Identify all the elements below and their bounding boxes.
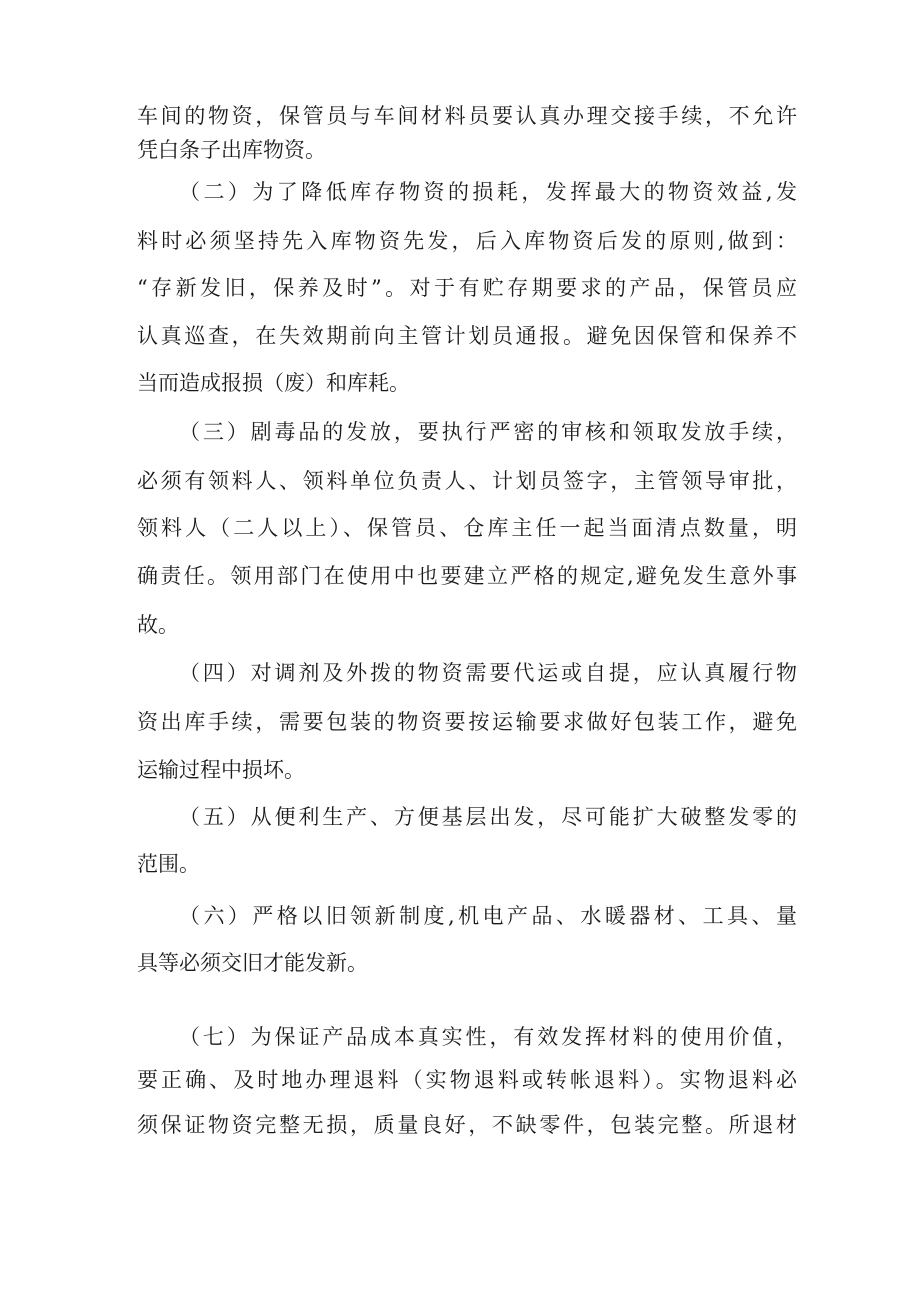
text-line: 须保证物资完整无损，质量良好，不缺零件，包装完整。所退材 (137, 1113, 797, 1137)
text-line: 具等必须交旧才能发新。 (137, 951, 368, 975)
text-line: 当而造成报损（废）和库耗。 (137, 371, 410, 395)
text-line: 料时必须坚持先入库物资先发，后入库物资后发的原则,做到： (137, 229, 797, 253)
paragraph-first-line: （二）为了降低库存物资的损耗，发挥最大的物资效益,发 (179, 180, 797, 204)
paragraph-first-line: （五）从便利生产、方便基层出发，尽可能扩大破整发零的 (179, 805, 797, 829)
text-line: 故。 (137, 613, 179, 637)
text-line: 要正确、及时地办理退料（实物退料或转帐退料）。实物退料必 (137, 1068, 797, 1092)
paragraph-first-line: （七）为保证产品成本真实性，有效发挥材料的使用价值， (179, 1025, 797, 1049)
text-line: “存新发旧，保养及时”。对于有贮存期要求的产品，保管员应 (137, 276, 797, 300)
text-line: 必须有领料人、领料单位负责人、计划员签字，主管领导审批， (137, 469, 797, 493)
text-line: 资出库手续，需要包装的物资要按运输要求做好包装工作，避免 (137, 710, 797, 734)
text-line: 领料人（二人以上）、保管员、仓库主任一起当面清点数量，明 (137, 516, 797, 540)
text-line: 凭白条子出库物资。 (137, 138, 326, 162)
paragraph-first-line: （四）对调剂及外拨的物资需要代运或自提，应认真履行物 (179, 661, 797, 685)
text-line: 运输过程中损坏。 (137, 758, 305, 782)
paragraph-first-line: （三）剧毒品的发放，要执行严密的审核和领取发放手续， (179, 420, 797, 444)
text-line: 确责任。领用部门在使用中也要建立严格的规定,避免发生意外事 (137, 564, 797, 588)
paragraph-first-line: （六）严格以旧领新制度,机电产品、水暖器材、工具、量 (179, 904, 797, 928)
text-line: 车间的物资，保管员与车间材料员要认真办理交接手续，不允许 (137, 104, 797, 128)
text-line: 范围。 (137, 852, 200, 876)
text-line: 认真巡查，在失效期前向主管计划员通报。避免因保管和保养不 (137, 324, 797, 348)
